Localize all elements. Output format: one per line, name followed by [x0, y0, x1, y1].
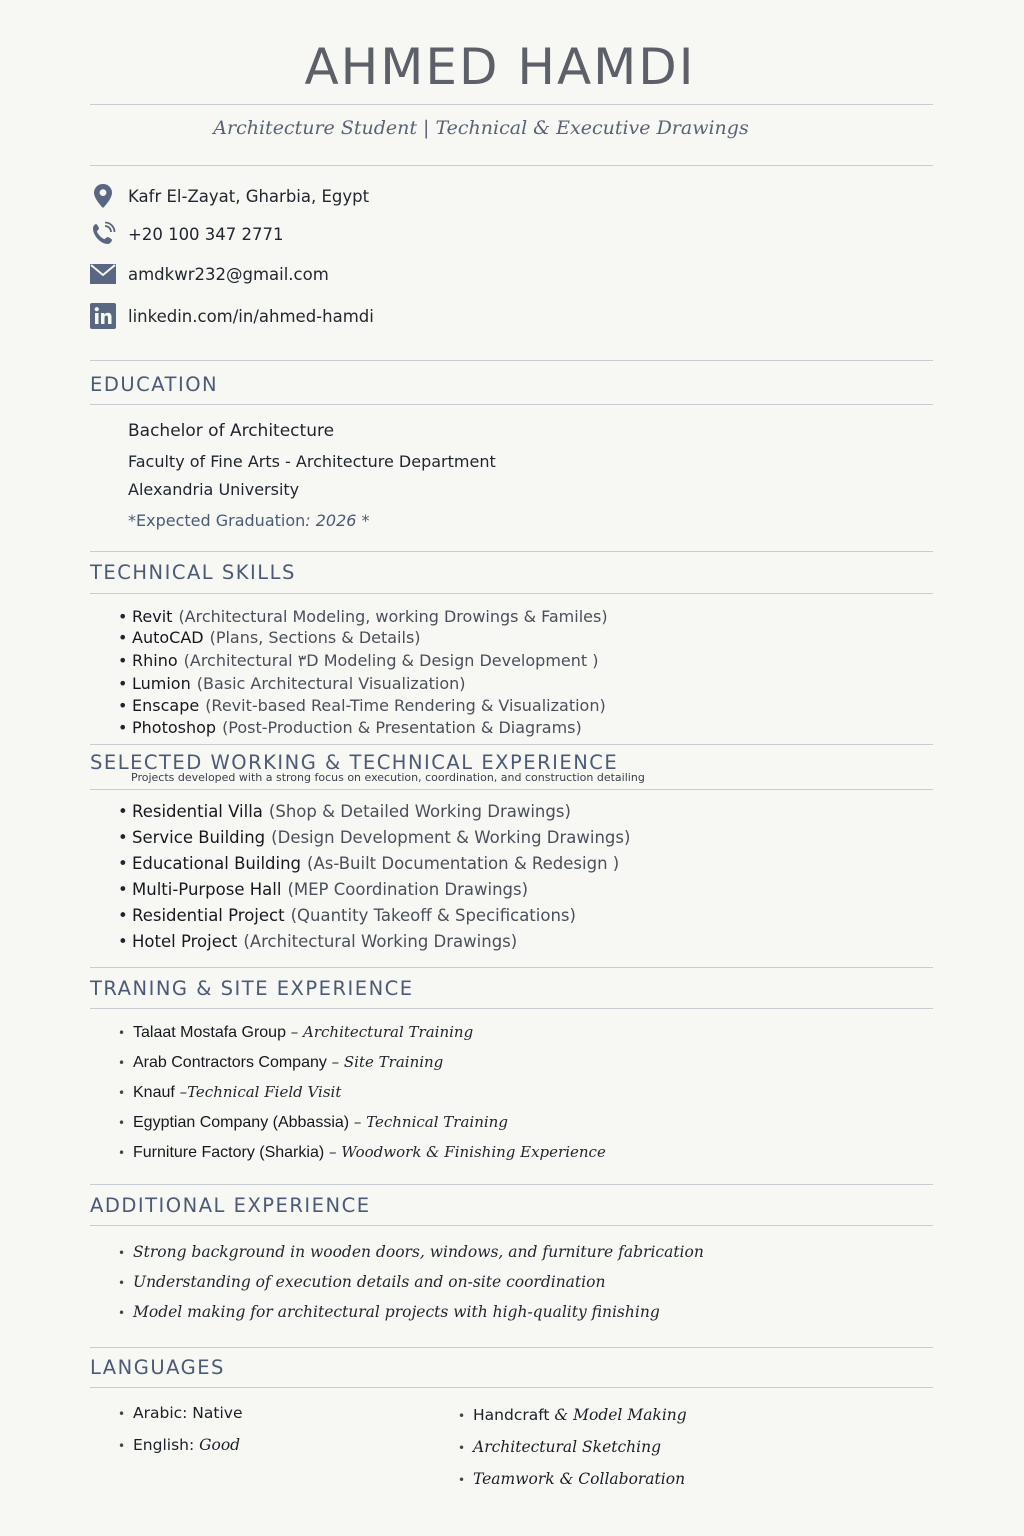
- experience-name: Service Building: [132, 828, 266, 847]
- additional-divider-bottom: [90, 1225, 933, 1226]
- skill-detail: (Plans, Sections & Details): [209, 628, 421, 647]
- experience-detail: (MEP Coordination Drawings): [287, 880, 529, 899]
- additional-item: • Strong background in wooden doors, windows, and furniture fabrication: [118, 1243, 704, 1261]
- skills-divider-top: [90, 551, 933, 552]
- education-divider-top: [90, 360, 933, 361]
- experience-detail: (As-Built Documentation & Redesign ): [307, 854, 620, 873]
- experience-detail: (Quantity Takeoff & Specifications): [290, 906, 576, 925]
- training-divider-bottom: [90, 1008, 933, 1009]
- map-pin-icon: [90, 183, 116, 209]
- training-type: Technical Training: [366, 1113, 508, 1131]
- language-name: Arabic:: [133, 1404, 188, 1422]
- experience-detail: (Shop & Detailed Working Drawings): [268, 802, 571, 821]
- experience-divider-bottom: [90, 789, 933, 790]
- language-name: English:: [133, 1436, 195, 1454]
- header-divider-top: [90, 104, 933, 105]
- graduation-value: : 2026 *: [305, 511, 370, 530]
- experience-name: Multi-Purpose Hall: [132, 880, 282, 899]
- skill-name: Photoshop: [132, 718, 217, 737]
- training-type: Technical Field Visit: [187, 1083, 342, 1101]
- skill-detail: (Post-Production & Presentation & Diagrams): [222, 718, 582, 737]
- training-type: Site Training: [343, 1053, 444, 1071]
- contact-location: [90, 183, 369, 209]
- skill-detail: (Basic Architectural Visualization): [196, 674, 466, 693]
- languages-divider-bottom: [90, 1387, 933, 1388]
- resume-subtitle: Architecture Student | Technical & Executive Drawings: [213, 117, 749, 139]
- education-graduation: [128, 511, 370, 530]
- language-item: • English: Good: [118, 1436, 241, 1454]
- experience-item: • Hotel Project (Architectural Working Drawings): [118, 932, 518, 951]
- experience-item: • Educational Building (As-Built Documentation & Redesign ): [118, 854, 620, 873]
- training-sep: –: [349, 1113, 367, 1131]
- experience-name: Hotel Project: [132, 932, 238, 951]
- education-heading: EDUCATION: [90, 373, 219, 396]
- training-org: Arab Contractors Company: [133, 1054, 327, 1071]
- additional-text: Model making for architectural projects with high-quality finishing: [133, 1303, 660, 1321]
- contact-phone-text: +20 100 347 2771: [128, 224, 284, 244]
- experience-divider-top: [90, 744, 933, 745]
- additional-item: • Understanding of execution details and on-site coordination: [118, 1273, 606, 1291]
- resume-name: AHMED HAMDI: [304, 38, 696, 96]
- experience-name: Educational Building: [132, 854, 302, 873]
- experience-item: • Residential Villa (Shop & Detailed Working Drawings): [118, 802, 571, 821]
- experience-item: • Residential Project (Quantity Takeoff & Specifications): [118, 906, 576, 925]
- linkedin-icon: [90, 303, 116, 329]
- training-org: Knauf: [133, 1084, 175, 1101]
- additional-divider-top: [90, 1184, 933, 1185]
- education-faculty: Faculty of Fine Arts - Architecture Department: [128, 452, 496, 471]
- soft-skill-rest: & Model Making: [549, 1406, 687, 1424]
- contact-linkedin: [90, 303, 374, 329]
- experience-detail: (Design Development & Working Drawings): [271, 828, 631, 847]
- mail-icon: [90, 261, 116, 287]
- skill-name: Enscape: [132, 696, 200, 715]
- skill-item: • Lumion (Basic Architectural Visualization): [118, 674, 466, 693]
- contact-email-text[interactable]: amdkwr232@gmail.com: [128, 264, 329, 284]
- skill-name: Lumion: [132, 674, 191, 693]
- experience-item: • Service Building (Design Development & Working Drawings): [118, 828, 631, 847]
- training-item: • Arab Contractors Company – Site Training: [118, 1053, 444, 1071]
- training-item: • Talaat Mostafa Group – Architectural Training: [118, 1023, 474, 1041]
- language-level: Native: [187, 1404, 243, 1422]
- training-org: Talaat Mostafa Group: [133, 1024, 286, 1041]
- skill-detail: (Architectural ٣D Modeling & Design Development ): [183, 651, 599, 670]
- experience-item: • Multi-Purpose Hall (MEP Coordination Drawings): [118, 880, 529, 899]
- skills-divider-bottom: [90, 593, 933, 594]
- experience-name: Residential Villa: [132, 802, 263, 821]
- training-divider-top: [90, 967, 933, 968]
- graduation-label: *Expected Graduation: [128, 511, 306, 530]
- experience-detail: (Architectural Working Drawings): [243, 932, 518, 951]
- additional-heading: ADDITIONAL EXPERIENCE: [90, 1194, 371, 1217]
- skill-name: Rhino: [132, 651, 178, 670]
- additional-item: • Model making for architectural projects with high-quality finishing: [118, 1303, 660, 1321]
- training-sep: –: [324, 1143, 342, 1161]
- training-heading: TRANING & SITE EXPERIENCE: [90, 977, 414, 1000]
- additional-text: Strong background in wooden doors, windows, and furniture fabrication: [133, 1243, 704, 1261]
- training-item: • Knauf –Technical Field Visit: [118, 1083, 342, 1101]
- soft-skill-main: Teamwork & Collaboration: [473, 1470, 686, 1488]
- training-item: • Egyptian Company (Abbassia) – Technical Training: [118, 1113, 508, 1131]
- training-sep: –: [174, 1083, 188, 1101]
- soft-skill-item: • Handcraft & Model Making: [458, 1406, 687, 1424]
- experience-subtitle: Projects developed with a strong focus on execution, coordination, and construction detailing: [131, 771, 645, 784]
- contact-email: [90, 261, 329, 287]
- education-divider-bottom: [90, 404, 933, 405]
- education-university: Alexandria University: [128, 480, 300, 499]
- languages-heading: LANGUAGES: [90, 1356, 225, 1379]
- training-sep: –: [285, 1023, 304, 1041]
- soft-skill-item: • Teamwork & Collaboration: [458, 1470, 686, 1488]
- training-org: Furniture Factory (Sharkia): [133, 1144, 325, 1161]
- education-degree: Bachelor of Architecture: [128, 421, 335, 441]
- languages-divider-top: [90, 1347, 933, 1348]
- experience-heading: SELECTED WORKING & TECHNICAL EXPERIENCE: [90, 751, 619, 774]
- contact-location-text: Kafr El-Zayat, Gharbia, Egypt: [128, 186, 370, 206]
- skill-item: • Revit (Architectural Modeling, working Drowings & Familes): [118, 607, 608, 626]
- skill-item: • Rhino (Architectural ٣D Modeling & Design Development ): [118, 651, 599, 670]
- contact-phone: [90, 221, 284, 247]
- language-level: Good: [194, 1436, 241, 1454]
- header-divider-bottom: [90, 165, 933, 166]
- skill-detail: (Revit-based Real-Time Rendering & Visualization): [205, 696, 606, 715]
- training-type: Architectural Training: [303, 1023, 474, 1041]
- training-type: Woodwork & Finishing Experience: [341, 1143, 606, 1161]
- experience-name: Residential Project: [132, 906, 285, 925]
- skill-item: • Photoshop (Post-Production & Presentation & Diagrams): [118, 718, 582, 737]
- skill-item: • Enscape (Revit-based Real-Time Rendering & Visualization): [118, 696, 606, 715]
- language-item: • Arabic: Native: [118, 1404, 243, 1422]
- skill-detail: (Architectural Modeling, working Drowings & Familes): [178, 607, 608, 626]
- contact-linkedin-text[interactable]: linkedin.com/in/ahmed-hamdi: [128, 306, 374, 326]
- soft-skill-main: Architectural Sketching: [473, 1438, 661, 1456]
- additional-text: Understanding of execution details and on-site coordination: [133, 1273, 606, 1291]
- skill-name: AutoCAD: [132, 628, 204, 647]
- skill-item: • AutoCAD (Plans, Sections & Details): [118, 628, 421, 647]
- training-org: Egyptian Company (Abbassia): [133, 1114, 350, 1131]
- phone-icon: [90, 221, 116, 247]
- soft-skill-main: Handcraft: [473, 1406, 550, 1424]
- soft-skill-item: • Architectural Sketching: [458, 1438, 661, 1456]
- skill-name: Revit: [132, 607, 173, 626]
- training-item: • Furniture Factory (Sharkia) – Woodwork & Finishing Experience: [118, 1143, 606, 1161]
- training-sep: –: [326, 1053, 344, 1071]
- skills-heading: TECHNICAL SKILLS: [90, 561, 296, 584]
